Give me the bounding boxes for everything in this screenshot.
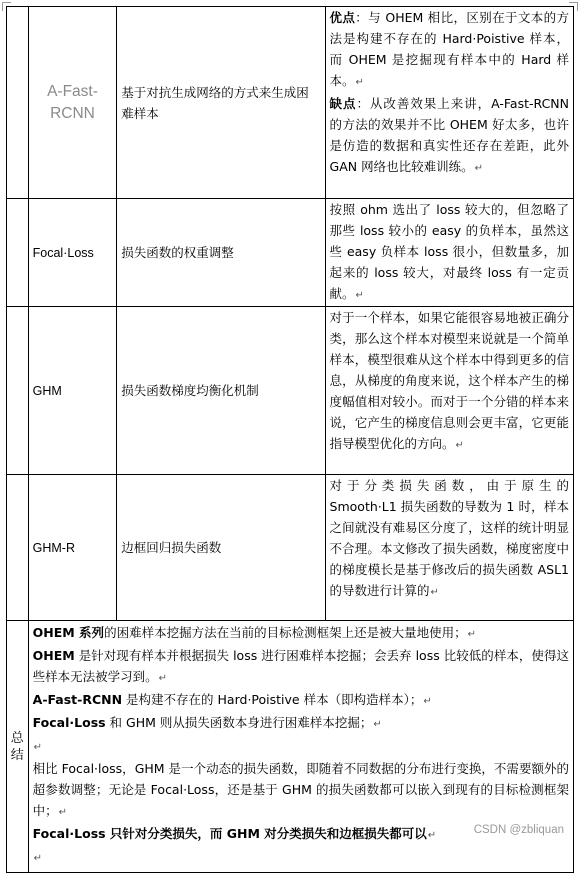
method-name: GHM: [32, 383, 62, 398]
paragraph-mark: ↵: [474, 163, 483, 174]
summary-text: 是构建不存在的 Hard·Poistive 样本（即构造样本）；: [122, 692, 423, 707]
summary-paragraph: [33, 645, 569, 689]
empty-cell: [7, 475, 29, 621]
method-desc: 基于对抗生成网络的方式来生成困难样本: [121, 84, 309, 121]
method-desc-cell: [117, 307, 325, 475]
method-name-cell: [28, 199, 117, 307]
paragraph-mark: ↵: [355, 290, 364, 301]
summary-text: 相比 Focal·loss，GHM 是一个动态的损失函数，即随着不同数据的分布进行变换，不需要额外的超参数调整；无论是 Focal·Loss，还是基于 GHM 的损失函数都可以嵌入到现有的目标检测框架中；: [32, 761, 569, 818]
summary-paragraph: [33, 846, 569, 869]
method-detail: 对于分类损失函数，由于原生的 Smooth·L1 损失函数的导数为 1 时，样本之间就没有难易区分度了，这样的统计明显不合理。本文修改了损失函数，梯度密度中的梯度模长是基于修改后的损失函数 ASL1 的导数进行计算的: [329, 478, 569, 598]
summary-bold: OHEM 系列: [32, 625, 105, 640]
comparison-table: [6, 6, 574, 873]
summary-paragraph: [33, 622, 569, 645]
summary-paragraph: [33, 712, 569, 735]
paragraph-mark: ↵: [467, 629, 476, 640]
table-row: [7, 475, 574, 621]
paragraph-mark: ↵: [373, 719, 382, 730]
method-detail: 对于一个样本，如果它能很容易地被正确分类，那么这个样本对模型来说就是一个简单样本，模型很难从这个样本中得到更多的信息，从梯度的角度来说，这个样本产生的梯度幅值相对较小。而对于一个分错的样本来说，它产生的梯度信息则会更丰富，它更能指导模型优化的方向。: [329, 310, 569, 451]
summary-text: 的困难样本挖掘方法在当前的目标检测框架上还是被大量地使用；: [104, 625, 467, 640]
summary-paragraph: [33, 689, 569, 712]
summary-text: 是针对现有样本并根据损失 loss 进行困难样本挖掘；会丢弃 loss 比较低的样本，使得这些样本无法被学习到。: [32, 648, 569, 684]
method-detail-cell: [325, 475, 573, 621]
cons-paragraph: [330, 93, 569, 179]
method-name-cell: [28, 307, 117, 475]
method-name: A-Fast-RCNN: [47, 82, 98, 122]
pros-label: 优点: [329, 10, 356, 25]
method-name: Focal·Loss: [32, 245, 94, 260]
summary-text: 和 GHM 则从损失函数本身进行困难样本挖掘；: [105, 715, 373, 730]
method-name: GHM-R: [32, 540, 75, 555]
table-row: [7, 199, 574, 307]
empty-cell: [7, 199, 29, 307]
cons-label: 缺点: [329, 96, 357, 111]
method-detail-cell: [325, 7, 573, 199]
paragraph-mark: ↵: [158, 673, 168, 684]
method-desc: 边框回归损失函数: [121, 540, 222, 555]
watermark: CSDN @zbliquan: [473, 824, 564, 836]
method-name-cell: [28, 7, 117, 199]
table-row: [7, 7, 574, 199]
method-detail: 按照 ohm 选出了 loss 较大的，但忽略了那些 loss 较小的 easy 的负样本，虽然这些 easy 负样本 loss 很小，但数量多，加起来的 loss 较大，对最终 loss 有一定贡献。: [329, 202, 569, 301]
method-desc-cell: [117, 475, 325, 621]
paragraph-mark: ↵: [33, 853, 43, 864]
pros-text: ：与 OHEM 相比，区别在于文本的方法是构建不存在的 Hard·Poistive 样本，而 OHEM 是挖掘现有样本中的 Hard 样本。: [329, 10, 569, 88]
pros-paragraph: [330, 7, 569, 93]
empty-cell: [7, 307, 29, 475]
paragraph-mark: ↵: [427, 830, 437, 841]
empty-cell: [7, 7, 29, 199]
summary-paragraph: [33, 735, 569, 758]
summary-bold: Focal·Loss 只针对分类损失，而 GHM 对分类损失和边框损失都可以: [32, 826, 427, 841]
method-desc-cell: [117, 7, 325, 199]
method-desc: 损失函数的权重调整: [121, 245, 234, 260]
method-detail-cell: [325, 199, 573, 307]
summary-paragraph: [33, 758, 569, 823]
paragraph-mark: ↵: [33, 742, 43, 753]
method-desc: 损失函数梯度均衡化机制: [121, 383, 259, 398]
paragraph-mark: ↵: [355, 77, 364, 88]
summary-bold: A-Fast-RCNN: [32, 692, 123, 707]
paragraph-mark: ↵: [430, 587, 439, 598]
paragraph-mark: ↵: [58, 807, 68, 818]
method-desc-cell: [117, 199, 325, 307]
paragraph-mark: ↵: [423, 696, 432, 707]
summary-bold: Focal·Loss: [32, 715, 106, 730]
method-name-cell: [28, 475, 117, 621]
summary-label: 总结: [10, 730, 24, 763]
summary-label-cell: [7, 621, 29, 873]
summary-bold: OHEM: [32, 648, 75, 663]
method-detail-cell: [325, 307, 573, 475]
cons-text: ：从改善效果上来讲，A-Fast-RCNN 的方法的效果并不比 OHEM 好太多，也许是仿造的数据和真实性还存在差距，此外 GAN 网络也比较难训练。: [329, 96, 569, 174]
paragraph-mark: ↵: [455, 440, 464, 451]
table-row: [7, 307, 574, 475]
